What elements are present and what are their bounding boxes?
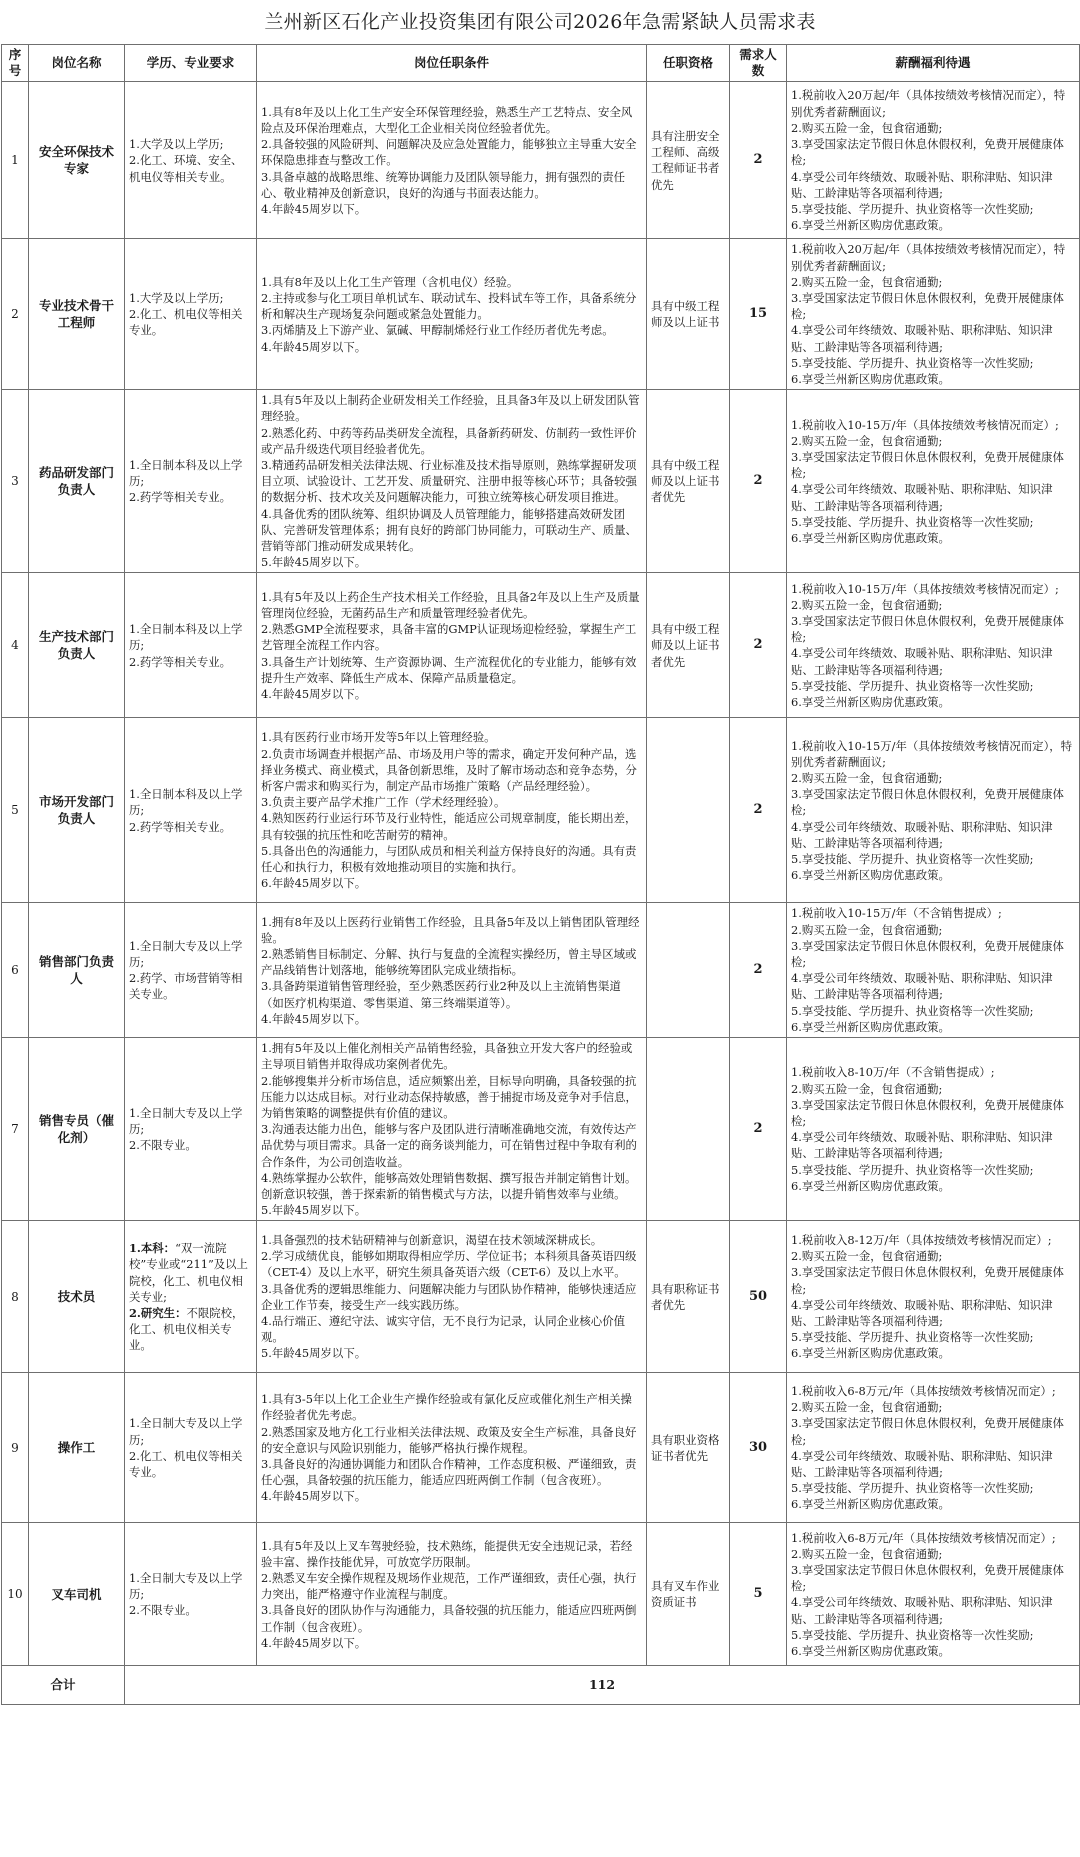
headcount: 2: [730, 903, 787, 1038]
duty-line: 4.年龄45周岁以下。: [261, 686, 367, 701]
education-line: [129, 457, 252, 489]
education-line: [129, 1448, 252, 1480]
pay-line: 5.享受技能、学历提升、执业资格等一次性奖励;: [791, 1627, 1034, 1642]
duty-line: 4.年龄45周岁以下。: [261, 1635, 367, 1650]
education-line-text: 2.化工、机电仪等相关专业。: [129, 307, 243, 338]
duty-line: 4.具备优秀的团队统筹、组织协调及人员管理能力，能够搭建高效研发团队、完善研发管理体系；拥有良好的跨部门协同能力，可联动生产、质量、营销等部门推动研发成果转化。: [261, 506, 637, 554]
duty-line: 2.熟悉销售目标制定、分解、执行与复盘的全流程实操经历，曾主导区域或产品线销售计划落地，能够统筹团队完成业绩指标。: [261, 946, 637, 978]
pay-line: 3.享受国家法定节假日休息休假权利，免费开展健康体检;: [791, 938, 1064, 970]
education-line-text: 2.药学等相关专业。: [129, 654, 231, 669]
headcount: 5: [730, 1523, 787, 1666]
education-line: [129, 938, 252, 970]
pay-benefits: [787, 718, 1080, 903]
pay-line: 4.享受公司年终绩效、取暖补贴、职称津贴、知识津贴、工龄津贴等各项福利待遇;: [791, 819, 1053, 850]
duty-line: 4.年龄45周岁以下。: [261, 1011, 367, 1026]
education-line-text: “双一流院校”专业或“211”及以上院校，化工、机电仪相关专业;: [129, 1241, 248, 1304]
duty-line: 1.具有8年及以上化工生产安全环保管理经验，熟悉生产工艺特点、安全风险点及环保治理难点，大型化工企业相关岗位经验者优先。: [261, 104, 633, 135]
duty-line: 5.年龄45周岁以下。: [261, 1203, 367, 1218]
duty-line: 1.具有5年及以上药企生产技术相关工作经验，且具备2年及以上生产及质量管理岗位经验，无菌药品生产和质量管理经验者优先。: [261, 589, 640, 620]
duty-line: 1.具有医药行业市场开发等5年以上管理经验。: [261, 730, 496, 745]
education-line: [129, 819, 252, 835]
pay-line: 2.购买五险一金，包食宿通勤;: [791, 597, 943, 612]
duty-line: 3.具备优秀的逻辑思维能力、问题解决能力与团队协作精神，能够快速适应企业工作节奏，接受生产一线实践历练。: [261, 1281, 637, 1312]
pay-line: 6.享受兰州新区购房优惠政策。: [791, 1178, 950, 1193]
qualification: [647, 1038, 730, 1221]
table-row: [2, 82, 1080, 239]
pay-line: 6.享受兰州新区购房优惠政策。: [791, 1346, 950, 1361]
table-row: [2, 239, 1080, 390]
row-seq: 4: [2, 573, 29, 718]
pay-line: 5.享受技能、学历提升、执业资格等一次性奖励;: [791, 851, 1034, 866]
duty-conditions: [257, 390, 647, 573]
pay-line: 6.享受兰州新区购房优惠政策。: [791, 1497, 950, 1512]
pay-line: 1.税前收入10-15万/年（具体按绩效考核情况而定）;: [791, 417, 1059, 432]
duty-line: 1.具有5年及以上制药企业研发相关工作经验，且具备3年及以上研发团队管理经验。: [261, 393, 640, 424]
pay-line: 4.享受公司年终绩效、取暖补贴、职称津贴、知识津贴、工龄津贴等各项福利待遇;: [791, 169, 1053, 200]
duty-conditions: [257, 573, 647, 718]
duty-conditions: [257, 1038, 647, 1221]
pay-line: 2.购买五险一金，包食宿通勤;: [791, 1081, 943, 1096]
pay-line: 2.购买五险一金，包食宿通勤;: [791, 120, 943, 135]
pay-line: 2.购买五险一金，包食宿通勤;: [791, 922, 943, 937]
total-value: 112: [125, 1666, 1080, 1705]
position-name: 市场开发部门负责人: [29, 718, 125, 903]
pay-line: 6.享受兰州新区购房优惠政策。: [791, 530, 950, 545]
total-row: [2, 1666, 1080, 1705]
table-row: [2, 1221, 1080, 1373]
education-line: [129, 136, 252, 152]
duty-line: 2.学习成绩优良，能够如期取得相应学历、学位证书；本科须具备英语四级（CET-4）及以上水平，研究生须具备英语六级（CET-6）及以上水平。: [261, 1249, 637, 1280]
education-line-text: 1.全日制大专及以上学历;: [129, 1416, 243, 1447]
table-header-row: [2, 45, 1080, 82]
education-requirements: [125, 718, 257, 903]
duty-line: 4.熟练掌握办公软件，能够高效处理销售数据、撰写报告并制定销售计划。创新意识较强，善于探索新的销售模式与方法，以提升销售效率与业绩。: [261, 1170, 637, 1201]
pay-line: 6.享受兰州新区购房优惠政策。: [791, 218, 950, 233]
education-line-text: 1.全日制大专及以上学历;: [129, 1105, 243, 1137]
pay-line: 4.享受公司年终绩效、取暖补贴、职称津贴、知识津贴、工龄津贴等各项福利待遇;: [791, 1448, 1053, 1480]
headcount: 2: [730, 390, 787, 573]
position-name: 销售部门负责人: [29, 903, 125, 1038]
headcount: 2: [730, 82, 787, 239]
header-position: 岗位名称: [29, 45, 125, 82]
row-seq: 3: [2, 390, 29, 573]
education-line: [129, 290, 252, 306]
recruitment-table: [1, 44, 1080, 1705]
pay-benefits: [787, 1523, 1080, 1666]
duty-conditions: [257, 1221, 647, 1373]
row-seq: 1: [2, 82, 29, 239]
headcount: 2: [730, 573, 787, 718]
row-seq: 10: [2, 1523, 29, 1666]
education-line: [129, 1602, 252, 1618]
pay-line: 3.享受国家法定节假日休息休假权利，免费开展健康体检;: [791, 1562, 1064, 1594]
pay-line: 1.税前收入8-10万/年（不含销售提成）;: [791, 1065, 995, 1080]
education-line: [129, 621, 252, 653]
education-line-text: 2.化工、机电仪等相关专业。: [129, 1448, 243, 1480]
pay-line: 5.享受技能、学历提升、执业资格等一次性奖励;: [791, 678, 1034, 693]
education-line: [129, 1137, 252, 1153]
duty-line: 3.具备良好的沟通协调能力和团队合作精神，工作态度积极、严谨细致，责任心强，具备较强的抗压能力，能适应四班两倒工作制（包含夜班）。: [261, 1456, 637, 1488]
duty-conditions: [257, 903, 647, 1038]
pay-benefits: [787, 1373, 1080, 1523]
education-requirements: [125, 573, 257, 718]
education-line: [129, 970, 252, 1002]
duty-line: 4.品行端正、遵纪守法、诚实守信，无不良行为记录，认同企业核心价值观。: [261, 1314, 625, 1345]
pay-benefits: [787, 239, 1080, 390]
duty-line: 2.熟悉叉车安全操作规程及规场作业规范，工作严谨细致，责任心强，执行力突出，能严格遵守作业流程与制度。: [261, 1571, 637, 1602]
education-line: [129, 654, 252, 670]
position-name: 技术员: [29, 1221, 125, 1373]
row-seq: 6: [2, 903, 29, 1038]
duty-conditions: [257, 1373, 647, 1523]
pay-line: 6.享受兰州新区购房优惠政策。: [791, 1019, 950, 1034]
education-line-text: 1.全日制本科及以上学历;: [129, 458, 243, 489]
duty-line: 3.精通药品研发相关法律法规、行业标准及技术指导原则，熟练掌握研发项目立项、试验设计、工艺开发、质量研究、注册申报等核心环节；具备较强的数据分析、技术攻关及问题解决能力，可独立统筹核心研发项目推进。: [261, 458, 637, 505]
duty-conditions: [257, 239, 647, 390]
pay-line: 3.享受国家法定节假日休息休假权利，免费开展健康体检;: [791, 449, 1064, 481]
headcount: 2: [730, 1038, 787, 1221]
position-name: 生产技术部门负责人: [29, 573, 125, 718]
pay-line: 5.享受技能、学历提升、执业资格等一次性奖励;: [791, 514, 1034, 529]
pay-line: 6.享受兰州新区购房优惠政策。: [791, 1643, 950, 1658]
pay-line: 3.享受国家法定节假日休息休假权利，免费开展健康体检;: [791, 137, 1064, 168]
table-row: [2, 1523, 1080, 1666]
duty-line: 2.具备较强的风险研判、问题解决及应急处置能力，能够独立主导重大安全环保隐患排查与整改工作。: [261, 137, 637, 168]
education-requirements: [125, 903, 257, 1038]
education-line-text: 1.全日制本科及以上学历;: [129, 622, 243, 653]
duty-line: 5.年龄45周岁以下。: [261, 555, 367, 570]
education-line: [129, 1105, 252, 1137]
pay-line: 1.税前收入10-15万/年（具体按绩效考核情况而定）;: [791, 581, 1059, 596]
pay-line: 4.享受公司年终绩效、取暖补贴、职称津贴、知识津贴、工龄津贴等各项福利待遇;: [791, 646, 1053, 677]
pay-line: 4.享受公司年终绩效、取暖补贴、职称津贴、知识津贴、工龄津贴等各项福利待遇;: [791, 1595, 1053, 1626]
qualification: 具有中级工程师及以上证书者优先: [647, 390, 730, 573]
headcount: 2: [730, 718, 787, 903]
education-line: [129, 1415, 252, 1447]
education-line-text: 2.药学、市场营销等相关专业。: [129, 971, 243, 1002]
education-line-text: 不限院校，化工、机电仪相关专业。: [129, 1305, 244, 1353]
pay-line: 3.享受国家法定节假日休息休假权利，免费开展健康体检;: [791, 787, 1064, 818]
pay-benefits: [787, 903, 1080, 1038]
row-seq: 8: [2, 1221, 29, 1373]
qualification: [647, 903, 730, 1038]
pay-benefits: [787, 390, 1080, 573]
position-name: 操作工: [29, 1373, 125, 1523]
education-line-text: 2.不限专业。: [129, 1603, 197, 1618]
duty-line: 4.熟知医药行业运行环节及行业特性，能适应公司规章制度，能长期出差，具有较强的抗压性和吃苦耐劳的精神。: [261, 811, 637, 842]
pay-benefits: [787, 1221, 1080, 1373]
duty-line: 1.具有5年及以上叉车驾驶经验，技术熟练，能提供无安全违规记录，若经验丰富、操作技能优异，可放宽学历限制。: [261, 1538, 633, 1569]
header-qualification: 任职资格: [647, 45, 730, 82]
duty-line: 3.具备卓越的战略思维、统筹协调能力及团队领导能力，拥有强烈的责任心、敬业精神及创新意识，良好的沟通与书面表达能力。: [261, 169, 625, 200]
duty-line: 1.拥有8年及以上医药行业销售工作经验，且具备5年及以上销售团队管理经验。: [261, 914, 640, 945]
qualification: [647, 718, 730, 903]
education-line-text: 1.大学及以上学历;: [129, 137, 224, 152]
duty-line: 3.具备生产计划统筹、生产资源协调、生产流程优化的专业能力，能够有效提升生产效率、降低生产成本、保障产品质量稳定。: [261, 654, 637, 685]
pay-line: 1.税前收入10-15万/年（具体按绩效考核情况而定），特别优秀者薪酬面议;: [791, 738, 1073, 769]
education-line: [129, 1240, 252, 1305]
duty-line: 3.负责主要产品学术推广工作（学术经理经验）。: [261, 795, 506, 810]
pay-benefits: [787, 573, 1080, 718]
header-duties: 岗位任职条件: [257, 45, 647, 82]
pay-line: 2.购买五险一金，包食宿通勤;: [791, 770, 943, 785]
header-count: 需求人数: [730, 45, 787, 82]
pay-line: 4.享受公司年终绩效、取暖补贴、职称津贴、知识津贴、工龄津贴等各项福利待遇;: [791, 1130, 1053, 1161]
education-requirements: [125, 1221, 257, 1373]
pay-line: 2.购买五险一金，包食宿通勤;: [791, 433, 943, 448]
pay-line: 4.享受公司年终绩效、取暖补贴、职称津贴、知识津贴、工龄津贴等各项福利待遇;: [791, 482, 1053, 513]
table-row: [2, 903, 1080, 1038]
row-seq: 2: [2, 239, 29, 390]
pay-line: 1.税前收入20万起/年（具体按绩效考核情况而定），特别优秀者薪酬面议;: [791, 88, 1066, 119]
header-education: 学历、专业要求: [125, 45, 257, 82]
duty-line: 6.年龄45周岁以下。: [261, 876, 367, 891]
position-name: 专业技术骨干工程师: [29, 239, 125, 390]
pay-line: 3.享受国家法定节假日休息休假权利，免费开展健康体检;: [791, 1097, 1064, 1128]
qualification: 具有职称证书者优先: [647, 1221, 730, 1373]
education-line: [129, 1570, 252, 1602]
education-line-text: 1.全日制本科及以上学历;: [129, 787, 243, 818]
duty-line: 2.熟悉化药、中药等药品类研发全流程，具备新药研发、仿制药一致性评价或产品升级迭代项目经验者优先。: [261, 425, 637, 456]
qualification: 具有叉车作业资质证书: [647, 1523, 730, 1666]
pay-line: 1.税前收入6-8万元/年（具体按绩效考核情况而定）;: [791, 1384, 1056, 1399]
pay-line: 4.享受公司年终绩效、取暖补贴、职称津贴、知识津贴、工龄津贴等各项福利待遇;: [791, 971, 1053, 1002]
pay-line: 5.享受技能、学历提升、执业资格等一次性奖励;: [791, 1003, 1034, 1018]
duty-conditions: [257, 82, 647, 239]
education-requirements: [125, 1373, 257, 1523]
pay-line: 2.购买五险一金，包食宿通勤;: [791, 1546, 943, 1561]
duty-line: 3.丙烯腈及上下游产业、氯碱、甲醇制烯烃行业工作经历者优先考虑。: [261, 323, 614, 338]
pay-line: 2.购买五险一金，包食宿通勤;: [791, 1249, 943, 1264]
education-line-text: 1.全日制大专及以上学历;: [129, 1571, 243, 1602]
duty-line: 5.具备出色的沟通能力，与团队成员和相关利益方保持良好的沟通。具有责任心和执行力，积极有效地推动项目的实施和执行。: [261, 843, 637, 875]
duty-line: 2.熟悉GMP全流程要求，具备丰富的GMP认证现场迎检经验，掌握生产工艺管理全流程工作内容。: [261, 622, 637, 653]
table-row: [2, 390, 1080, 573]
position-name: 药品研发部门负责人: [29, 390, 125, 573]
pay-line: 6.享受兰州新区购房优惠政策。: [791, 695, 950, 710]
education-line: [129, 489, 252, 505]
education-line-label: 1.本科：: [129, 1241, 176, 1256]
pay-line: 3.享受国家法定节假日休息休假权利，免费开展健康体检;: [791, 614, 1064, 645]
duty-line: 3.沟通表达能力出色，能够与客户及团队进行清晰准确地交流，有效传达产品优势与项目需求。具备一定的商务谈判能力，可在销售过程中争取有利的合作条件，为公司创造收益。: [261, 1122, 637, 1169]
duty-line: 1.拥有5年及以上催化剂相关产品销售经验，具备独立开发大客户的经验或主导项目销售并取得成功案例者优先。: [261, 1041, 633, 1072]
qualification: 具有中级工程师及以上证书者优先: [647, 573, 730, 718]
education-line: [129, 152, 252, 184]
education-line-text: 1.全日制大专及以上学历;: [129, 938, 243, 970]
table-row: [2, 573, 1080, 718]
education-requirements: [125, 239, 257, 390]
education-line-label: 2.研究生：: [129, 1305, 187, 1320]
qualification: 具有职业资格证书者优先: [647, 1373, 730, 1523]
pay-line: 5.享受技能、学历提升、执业资格等一次性奖励;: [791, 201, 1034, 216]
pay-line: 1.税前收入8-12万/年（具体按绩效考核情况而定）;: [791, 1233, 1052, 1248]
pay-line: 5.享受技能、学历提升、执业资格等一次性奖励;: [791, 1330, 1034, 1345]
pay-benefits: [787, 1038, 1080, 1221]
position-name: 叉车司机: [29, 1523, 125, 1666]
education-requirements: [125, 82, 257, 239]
duty-line: 1.具有3-5年以上化工企业生产操作经验或有氯化反应或催化剂生产相关操作经验者优先考虑。: [261, 1392, 632, 1423]
duty-line: 4.年龄45周岁以下。: [261, 339, 367, 354]
duty-conditions: [257, 718, 647, 903]
pay-line: 1.税前收入20万起/年（具体按绩效考核情况而定），特别优秀者薪酬面议;: [791, 242, 1066, 273]
duty-line: 2.负责市场调查并根据产品、市场及用户等的需求，确定开发何种产品，选择业务模式、商业模式，具备创新思维，及时了解市场动态和竞争态势，分析客户需求和购买行为，制定产品市场推广策略（产品经理经验）。: [261, 746, 637, 794]
pay-line: 5.享受技能、学历提升、执业资格等一次性奖励;: [791, 1481, 1034, 1496]
headcount: 15: [730, 239, 787, 390]
duty-line: 3.具备跨渠道销售管理经验，至少熟悉医药行业2种及以上主流销售渠道（如医疗机构渠道、零售渠道、第三终端渠道等）。: [261, 979, 621, 1010]
pay-line: 3.享受国家法定节假日休息休假权利，免费开展健康体检;: [791, 1265, 1064, 1296]
pay-line: 6.享受兰州新区购房优惠政策。: [791, 868, 950, 883]
duty-conditions: [257, 1523, 647, 1666]
position-name: 销售专员（催化剂）: [29, 1038, 125, 1221]
education-line: [129, 786, 252, 818]
pay-line: 6.享受兰州新区购房优惠政策。: [791, 372, 950, 387]
row-seq: 7: [2, 1038, 29, 1221]
duty-line: 4.年龄45周岁以下。: [261, 201, 367, 216]
pay-line: 5.享受技能、学历提升、执业资格等一次性奖励;: [791, 355, 1034, 370]
table-row: [2, 1373, 1080, 1523]
total-label: 合计: [2, 1666, 125, 1705]
pay-line: 2.购买五险一金，包食宿通勤;: [791, 1400, 943, 1415]
qualification: 具有中级工程师及以上证书: [647, 239, 730, 390]
education-line-text: 2.药学等相关专业。: [129, 490, 231, 505]
position-name: 安全环保技术专家: [29, 82, 125, 239]
pay-benefits: [787, 82, 1080, 239]
table-row: [2, 1038, 1080, 1221]
duty-line: 1.具备强烈的技术钻研精神与创新意识，渴望在技术领域深耕成长。: [261, 1233, 603, 1248]
pay-line: 4.享受公司年终绩效、取暖补贴、职称津贴、知识津贴、工龄津贴等各项福利待遇;: [791, 1297, 1053, 1329]
pay-line: 4.享受公司年终绩效、取暖补贴、职称津贴、知识津贴、工龄津贴等各项福利待遇;: [791, 323, 1053, 354]
education-line-text: 2.药学等相关专业。: [129, 819, 231, 834]
education-line-text: 2.不限专业。: [129, 1138, 197, 1153]
header-seq: 序号: [2, 45, 29, 82]
row-seq: 5: [2, 718, 29, 903]
row-seq: 9: [2, 1373, 29, 1523]
pay-line: 1.税前收入10-15万/年（不含销售提成）;: [791, 906, 1002, 921]
headcount: 30: [730, 1373, 787, 1523]
table-row: [2, 718, 1080, 903]
duty-line: 1.具有8年及以上化工生产管理（含机电仪）经验。: [261, 274, 519, 289]
pay-line: 5.享受技能、学历提升、执业资格等一次性奖励;: [791, 1162, 1034, 1177]
education-requirements: [125, 1038, 257, 1221]
duty-line: 3.具备良好的团队协作与沟通能力，具备较强的抗压能力，能适应四班两倒工作制（包含夜班）。: [261, 1603, 637, 1634]
duty-line: 4.年龄45周岁以下。: [261, 1489, 367, 1504]
duty-line: 2.能够搜集并分析市场信息，适应频繁出差，目标导向明确，具备较强的抗压能力以达成目标。对行业动态保持敏感，善于捕捉市场及竞争对手信息，为销售策略的调整提供有价值的建议。: [261, 1073, 637, 1120]
pay-line: 3.享受国家法定节假日休息休假权利，免费开展健康体检;: [791, 291, 1064, 322]
duty-line: 2.熟悉国家及地方化工行业相关法律法规、政策及安全生产标准，具备良好的安全意识与风险识别能力，能够严格执行操作规程。: [261, 1424, 637, 1455]
pay-line: 1.税前收入6-8万元/年（具体按绩效考核情况而定）;: [791, 1530, 1056, 1545]
education-line: [129, 306, 252, 338]
headcount: 50: [730, 1221, 787, 1373]
education-requirements: [125, 1523, 257, 1666]
education-requirements: [125, 390, 257, 573]
pay-line: 3.享受国家法定节假日休息休假权利，免费开展健康体检;: [791, 1416, 1064, 1447]
education-line-text: 2.化工、环境、安全、机电仪等相关专业。: [129, 153, 243, 184]
education-line-text: 1.大学及以上学历;: [129, 291, 224, 306]
pay-line: 2.购买五险一金，包食宿通勤;: [791, 274, 943, 289]
qualification: 具有注册安全工程师、高级工程师证书者优先: [647, 82, 730, 239]
header-pay: 薪酬福利待遇: [787, 45, 1080, 82]
education-line: [129, 1305, 252, 1354]
duty-line: 2.主持或参与化工项目单机试车、联动试车、投料试车等工作，具备系统分析和解决生产现场复杂问题或紧急处置能力。: [261, 291, 637, 322]
duty-line: 5.年龄45周岁以下。: [261, 1346, 367, 1361]
page-title: 兰州新区石化产业投资集团有限公司2026年急需紧缺人员需求表: [264, 11, 816, 33]
